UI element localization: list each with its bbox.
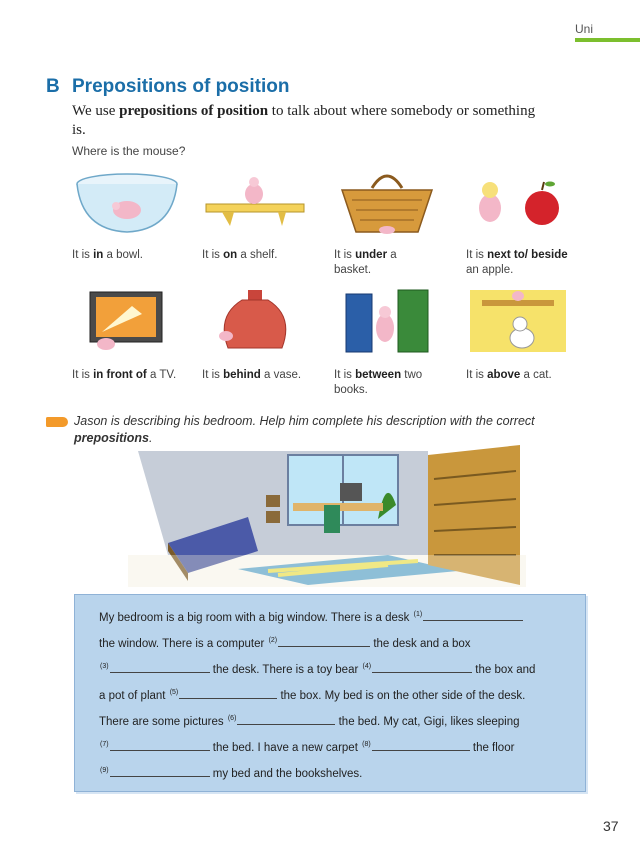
- caption-under: It is under a basket.: [334, 249, 397, 276]
- intro-prefix: We use: [72, 103, 120, 119]
- page-number: 37: [603, 818, 619, 834]
- exercise-line-7: $^{(9)}$ my bed and the bookshelves.: [99, 765, 362, 780]
- blank-3[interactable]: [110, 661, 210, 673]
- task-instruction: Jason is describing his bedroom. Help him complete his description with the correct prepositions.: [74, 414, 535, 445]
- blank-8[interactable]: [372, 739, 470, 751]
- blank-5[interactable]: [179, 687, 277, 699]
- exercise-line-1: My bedroom is a big room with a big window. There is a desk $^{(1)}$: [99, 609, 523, 624]
- caption-next-to-beside: It is next to/ beside an apple.: [466, 249, 568, 276]
- caption-behind: It is behind a vase.: [202, 369, 302, 381]
- mouse-on-shelf-illustration: [202, 170, 312, 236]
- exercise-panel: [74, 594, 586, 792]
- caption-in-front-of: It is in front of a TV.: [72, 369, 177, 381]
- blank-1[interactable]: [423, 609, 523, 621]
- unit-label: Uni: [575, 22, 594, 36]
- mouse-between-books-illustration: [332, 288, 442, 354]
- unit-accent-bar: [575, 38, 640, 42]
- mouse-in-bowl-illustration: [72, 170, 182, 236]
- blank-7[interactable]: [110, 739, 210, 751]
- caption-in: It is in a bowl.: [72, 249, 143, 261]
- intro-bold: prepositions of position: [119, 103, 269, 119]
- exercise-line-6: $^{(7)}$ the bed. I have a new carpet $^{(8)}$ the floor: [99, 739, 514, 754]
- section-title: Prepositions of position: [72, 76, 290, 97]
- mouse-under-basket-illustration: [332, 170, 442, 236]
- intro-text: [72, 102, 542, 140]
- exercise-line-4: a pot of plant $^{(5)}$ the box. My bed is on the other side of the desk.: [99, 687, 525, 702]
- blank-2[interactable]: [278, 635, 370, 647]
- blank-9[interactable]: [110, 765, 210, 777]
- mouse-beside-apple-illustration: [462, 170, 572, 236]
- mouse-above-cat-illustration: [462, 288, 572, 354]
- exercise-line-5: There are some pictures $^{(6)}$ the bed. My cat, Gigi, likes sleeping: [99, 713, 520, 728]
- task-marker-icon: [46, 417, 68, 427]
- section-letter: B: [46, 76, 60, 97]
- bedroom-illustration: [128, 445, 526, 587]
- exercise-line-2: the window. There is a computer $^{(2)}$ the desk and a box: [99, 635, 471, 650]
- exercise-line-3: $^{(3)}$ the desk. There is a toy bear $^{(4)}$ the box and: [99, 661, 535, 676]
- intro-suffix: to talk about where somebody or something is.: [72, 103, 536, 138]
- mouse-in-front-of-tv-illustration: [72, 288, 182, 354]
- blank-4[interactable]: [372, 661, 472, 673]
- caption-above: It is above a cat.: [466, 369, 552, 381]
- mouse-behind-vase-illustration: [202, 288, 312, 354]
- caption-between: It is between two books.: [334, 369, 423, 396]
- example-question: Where is the mouse?: [72, 144, 186, 158]
- blank-6[interactable]: [237, 713, 335, 725]
- caption-on: It is on a shelf.: [202, 249, 278, 261]
